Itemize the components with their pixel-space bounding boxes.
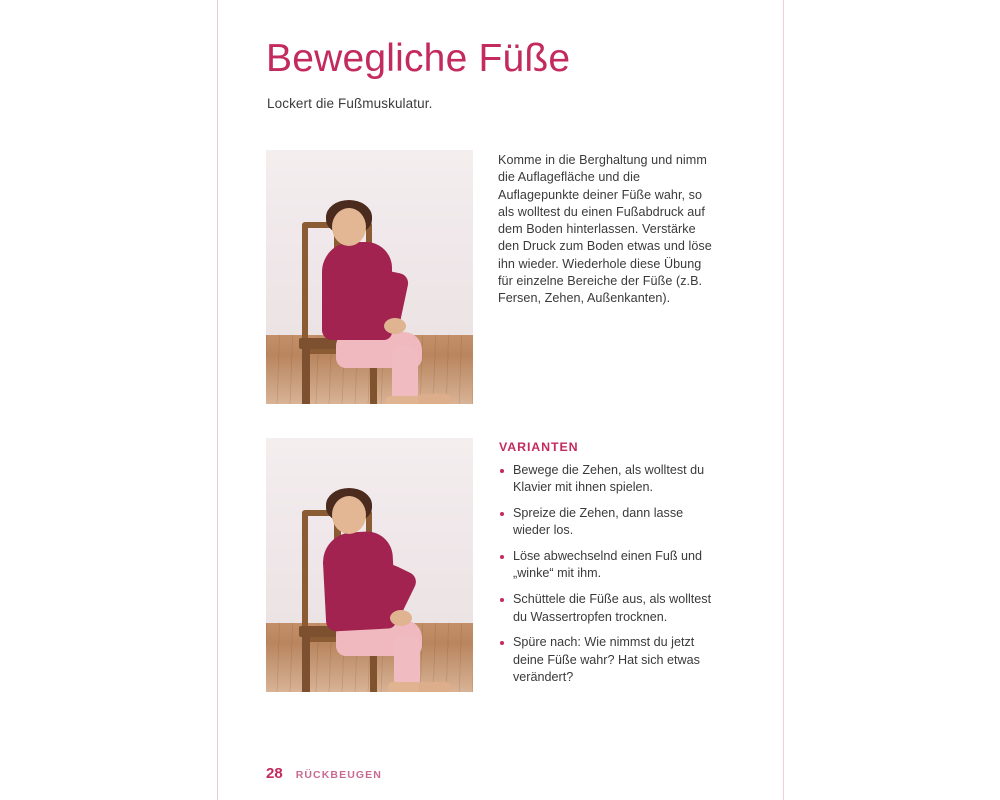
person-foot-right	[418, 394, 452, 404]
list-item: Löse abwechselnd einen Fuß und „winke“ mit ihm.	[499, 548, 719, 583]
variants-heading: VARIANTEN	[499, 440, 579, 454]
page-number: 28	[266, 765, 283, 782]
list-item: Bewege die Zehen, als wolltest du Klavier mit ihnen spielen.	[499, 462, 719, 497]
page-footer	[266, 765, 382, 782]
variants-list	[499, 462, 719, 695]
person-hand	[384, 318, 406, 334]
person-head	[332, 208, 366, 246]
person-foot-right	[418, 682, 452, 692]
page-title: Bewegliche Füße	[266, 37, 571, 80]
person-hand	[390, 610, 412, 626]
chair-leg-front	[302, 346, 310, 404]
person-head	[332, 496, 366, 534]
chair-leg-front	[302, 634, 310, 692]
instruction-text: Komme in die Berghaltung und nimm die Auflagefläche und die Auflagepunkte deiner Füße wahr, so als wolltest du einen Fußabdruck auf dem Boden hinterlassen. Verstärke den Druck zum Boden etwas und löse ihn wieder. Wiederhole diese Übung für einzelne Bereiche der Füße (z.B. Fersen, Zehen, Außenkanten).	[498, 153, 712, 306]
page-rule-right	[783, 0, 784, 800]
list-item: Spreize die Zehen, dann lasse wieder los.	[499, 505, 719, 540]
page-rule-left	[217, 0, 218, 800]
page-content	[266, 0, 736, 800]
footer-section-label: RÜCKBEUGEN	[295, 769, 382, 781]
list-item: Schüttele die Füße aus, als wolltest du Wassertropfen trocknen.	[499, 591, 719, 626]
list-item: Spüre nach: Wie nimmst du jetzt deine Füße wahr? Hat sich etwas verändert?	[499, 634, 719, 686]
exercise-photo-2	[266, 438, 473, 692]
page-subtitle: Lockert die Fußmuskulatur.	[267, 96, 433, 111]
exercise-photo-1	[266, 150, 473, 404]
